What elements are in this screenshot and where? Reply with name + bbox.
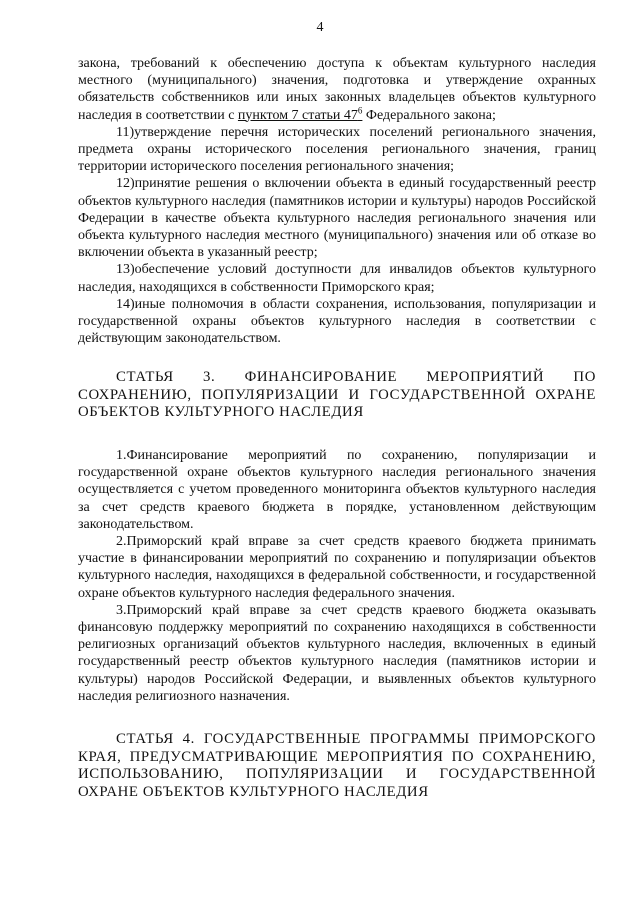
intro-text: закона, требований к обеспечению доступа к объектам культурного наследия местного (муниципального) значения, подготовка и утверждение охранных обязательств собственников или иных законных владельцев объектов культурного наследия в соответствии с — [78, 56, 596, 123]
article-3-paragraph-3: 3.Приморский край вправе за счет средств краевого бюджета оказывать финансовую поддержку мероприятий по сохранению находящихся в собственности религиозных организаций объектов культурного наследия, включенных в единый государственный реестр объектов культурного наследия (памятников истории и культуры) народов Российской Федерации, и выявленных объектов культурного наследия религиозного назначения. — [78, 602, 596, 704]
article-3-paragraph-2: 2.Приморский край вправе за счет средств краевого бюджета принимать участие в финансировании мероприятий по сохранению и популяризации объектов культурного наследия, находящихся в федеральной собственности, и государственной охране объектов культурного наследия федерального значения. — [78, 533, 596, 601]
law-reference-link[interactable]: пунктом 7 статьи $47^6$ — [237, 104, 363, 123]
page-number: 4 — [316, 20, 324, 35]
document-body — [78, 55, 596, 801]
intro-tail: Федерального закона; — [362, 107, 496, 123]
article-4-heading: СТАТЬЯ 4. ГОСУДАРСТВЕННЫЕ ПРОГРАММЫ ПРИМОРСКОГО КРАЯ, ПРЕДУСМАТРИВАЮЩИЕ МЕРОПРИЯТИЯ ПО СОХРАНЕНИЮ, ИСПОЛЬЗОВАНИЮ, ПОПУЛЯРИЗАЦИИ И ГОСУДАРСТВЕННОЙ ОХРАНЕ ОБЪЕКТОВ КУЛЬТУРНОГО НАСЛЕДИЯ — [78, 731, 596, 800]
article-3-heading: СТАТЬЯ 3. ФИНАНСИРОВАНИЕ МЕРОПРИЯТИЙ ПО СОХРАНЕНИЮ, ПОПУЛЯРИЗАЦИИ И ГОСУДАРСТВЕННОЙ ОХРАНЕ ОБЪЕКТОВ КУЛЬТУРНОГО НАСЛЕДИЯ — [78, 369, 596, 421]
intro-paragraph — [78, 55, 596, 124]
list-item-12: 12)принятие решения о включении объекта в единый государственный реестр объектов культурного наследия (памятников истории и культуры) народов Российской Федерации в качестве объекта культурного наследия регионального значения или объекта культурного наследия местного (муниципального) значения или об отказе во включении объекта в указанный реестр; — [78, 176, 596, 261]
list-item-14: 14)иные полномочия в области сохранения, использования, популяризации и государственной охраны объектов культурного наследия в соответствии с действующим законодательством. — [78, 296, 596, 347]
article-3-paragraph-1: 1.Финансирование мероприятий по сохранению, популяризации и государственной охране объектов культурного наследия регионального значения осуществляется с учетом проведенного мониторинга объектов культурного наследия за счет средств краевого бюджета в порядке, установленном действующим законодательством. — [78, 447, 596, 532]
list-item-11: 11)утверждение перечня исторических поселений регионального значения, предмета охраны исторического поселения регионального значения, границ территории исторического поселения регионального значения; — [78, 124, 596, 175]
list-item-13: 13)обеспечение условий доступности для инвалидов объектов культурного наследия, находящихся в собственности Приморского края; — [78, 262, 596, 295]
